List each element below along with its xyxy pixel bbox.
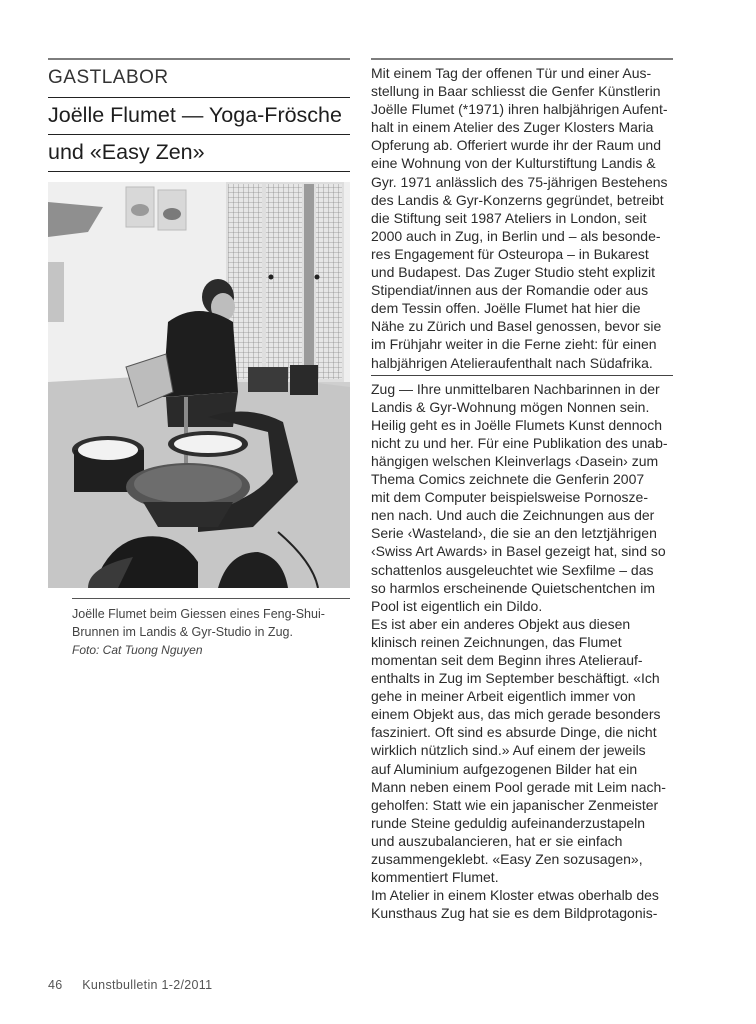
photo-illustration (48, 182, 350, 588)
text-line: nen nach. Und auch die Zeichnungen aus der (371, 507, 655, 524)
text-line: Zug — Ihre unmittelbaren Nachbarinnen in der (371, 380, 660, 397)
text-line: im Frühjahr weiter in die Ferne zieht: für einen (371, 336, 657, 353)
article-paragraph-zug (371, 376, 673, 615)
text-line: halbjährigen Atelieraufenthalt nach Südafrika. (371, 354, 653, 371)
article-photo (48, 182, 350, 588)
page-number: 46 (48, 978, 63, 992)
text-line: stellung in Baar schliesst die Genfer Künstlerin (371, 83, 661, 100)
publication-name: Kunstbulletin 1-2/2011 (82, 978, 213, 992)
text-line: nicht zu und her. Für eine Publikation des unab- (371, 434, 668, 451)
right-column (371, 58, 673, 922)
text-line: so harmlos erscheinende Quietschentchen im (371, 579, 656, 596)
page-footer (48, 978, 212, 992)
text-line: schattenlos ausgeleuchtet wie Sexfilme – das (371, 561, 654, 578)
text-line: und auszubalancieren, hat er sie einfach (371, 832, 623, 849)
text-line: zusammengeklebt. «Easy Zen sozusagen», (371, 851, 643, 868)
text-line: Kunsthaus Zug hat sie es dem Bildprotagonis- (371, 905, 658, 922)
text-line: eine Wohnung von der Kulturstiftung Landis & (371, 155, 656, 172)
text-line: Mann neben einem Pool gerade mit Leim nach- (371, 778, 666, 795)
divider (48, 171, 350, 172)
text-line: die Stiftung seit 1987 Ateliers in London, seit (371, 209, 647, 226)
text-line: Thema Comics zeichnete die Genferin 2007 (371, 471, 645, 488)
text-line: einem Objekt aus, das mich gerade besonders (371, 706, 661, 723)
text-line: auf Aluminium aufgezogenen Bilder hat ein (371, 760, 638, 777)
text-line: gehe in meiner Arbeit eigentlich immer von (371, 688, 636, 705)
text-line: Opferung ab. Offeriert wurde ihr der Raum und (371, 137, 662, 154)
text-line: Landis & Gyr-Wohnung mögen Nonnen sein. (371, 398, 650, 415)
text-line: halt in einem Atelier des Zuger Klosters Maria (371, 119, 654, 136)
caption-line-2: Brunnen im Landis & Gyr-Studio in Zug. (72, 625, 293, 639)
text-line: dem Tessin offen. Joëlle Flumet hat hier die (371, 300, 641, 317)
text-line: Stipendiat/innen aus der Romandie oder aus (371, 282, 649, 299)
text-line: Joëlle Flumet (*1971) ihren halbjährigen Aufent- (371, 101, 668, 118)
text-line: momentan seit dem Beginn ihres Atelierauf- (371, 652, 643, 668)
text-line: kommentiert Flumet. (371, 869, 499, 886)
text-line: des Landis & Gyr-Konzerns gegründet, betreibt (371, 191, 664, 208)
article-paragraph-easy-zen (371, 615, 673, 886)
left-column (48, 58, 350, 659)
text-line: fasziniert. Oft sind es absurde Dinge, die nicht (371, 724, 657, 741)
caption-line-1: Joëlle Flumet beim Giessen eines Feng-Shui- (72, 607, 325, 621)
text-line: geholfen: Statt wie ein japanischer Zenmeister (371, 796, 659, 813)
text-line: Serie ‹Wasteland›, die sie an den letztjährigen (371, 525, 657, 542)
text-line: wirklich nützlich sind.» Auf einem der jeweils (371, 742, 646, 759)
article-title-line-1: Joëlle Flumet — Yoga-Frösche (48, 103, 342, 127)
section-label: GASTLABOR (48, 67, 169, 88)
text-line: runde Steine geduldig aufeinanderzustapeln (371, 814, 645, 831)
photo-caption (48, 605, 350, 659)
text-line: ‹Swiss Art Awards› in Basel gezeigt hat, sind so (371, 543, 666, 560)
text-line: klinisch reinen Zeichnungen, das Flumet (371, 633, 622, 650)
text-line: enthalts in Zug im September beschäftigt. «Ich (371, 670, 660, 687)
text-line: mit dem Computer beispielsweise Pornosze- (371, 489, 648, 506)
text-line: Gyr. 1971 anlässlich des 75-jährigen Bestehens (371, 173, 668, 190)
text-line: Mit einem Tag der offenen Tür und einer Aus- (371, 65, 652, 81)
text-line: Es ist aber ein anderes Objekt aus diesen (371, 615, 631, 632)
text-line: Im Atelier in einem Kloster etwas oberhalb des (371, 887, 659, 904)
photo-credit: Foto: Cat Tuong Nguyen (72, 643, 203, 657)
caption-rule (72, 598, 350, 599)
text-line: Pool ist eigentlich ein Dildo. (371, 597, 543, 614)
text-line: Nähe zu Zürich und Basel genossen, bevor sie (371, 318, 662, 335)
article-paragraph-atelier (371, 886, 673, 922)
text-line: hängigen welschen Kleinverlags ‹Dasein› zum (371, 452, 659, 469)
text-line: Heilig geht es in Joëlle Flumets Kunst dennoch (371, 416, 663, 433)
text-line: 2000 auch in Zug, in Berlin und – als besonde- (371, 227, 661, 244)
text-line: und Budapest. Das Zuger Studio steht explizit (371, 264, 656, 281)
article-paragraph-intro (371, 60, 673, 375)
text-line: res Engagement für Osteuropa – in Bukarest (371, 245, 649, 262)
article-title-line-2: und «Easy Zen» (48, 140, 205, 164)
